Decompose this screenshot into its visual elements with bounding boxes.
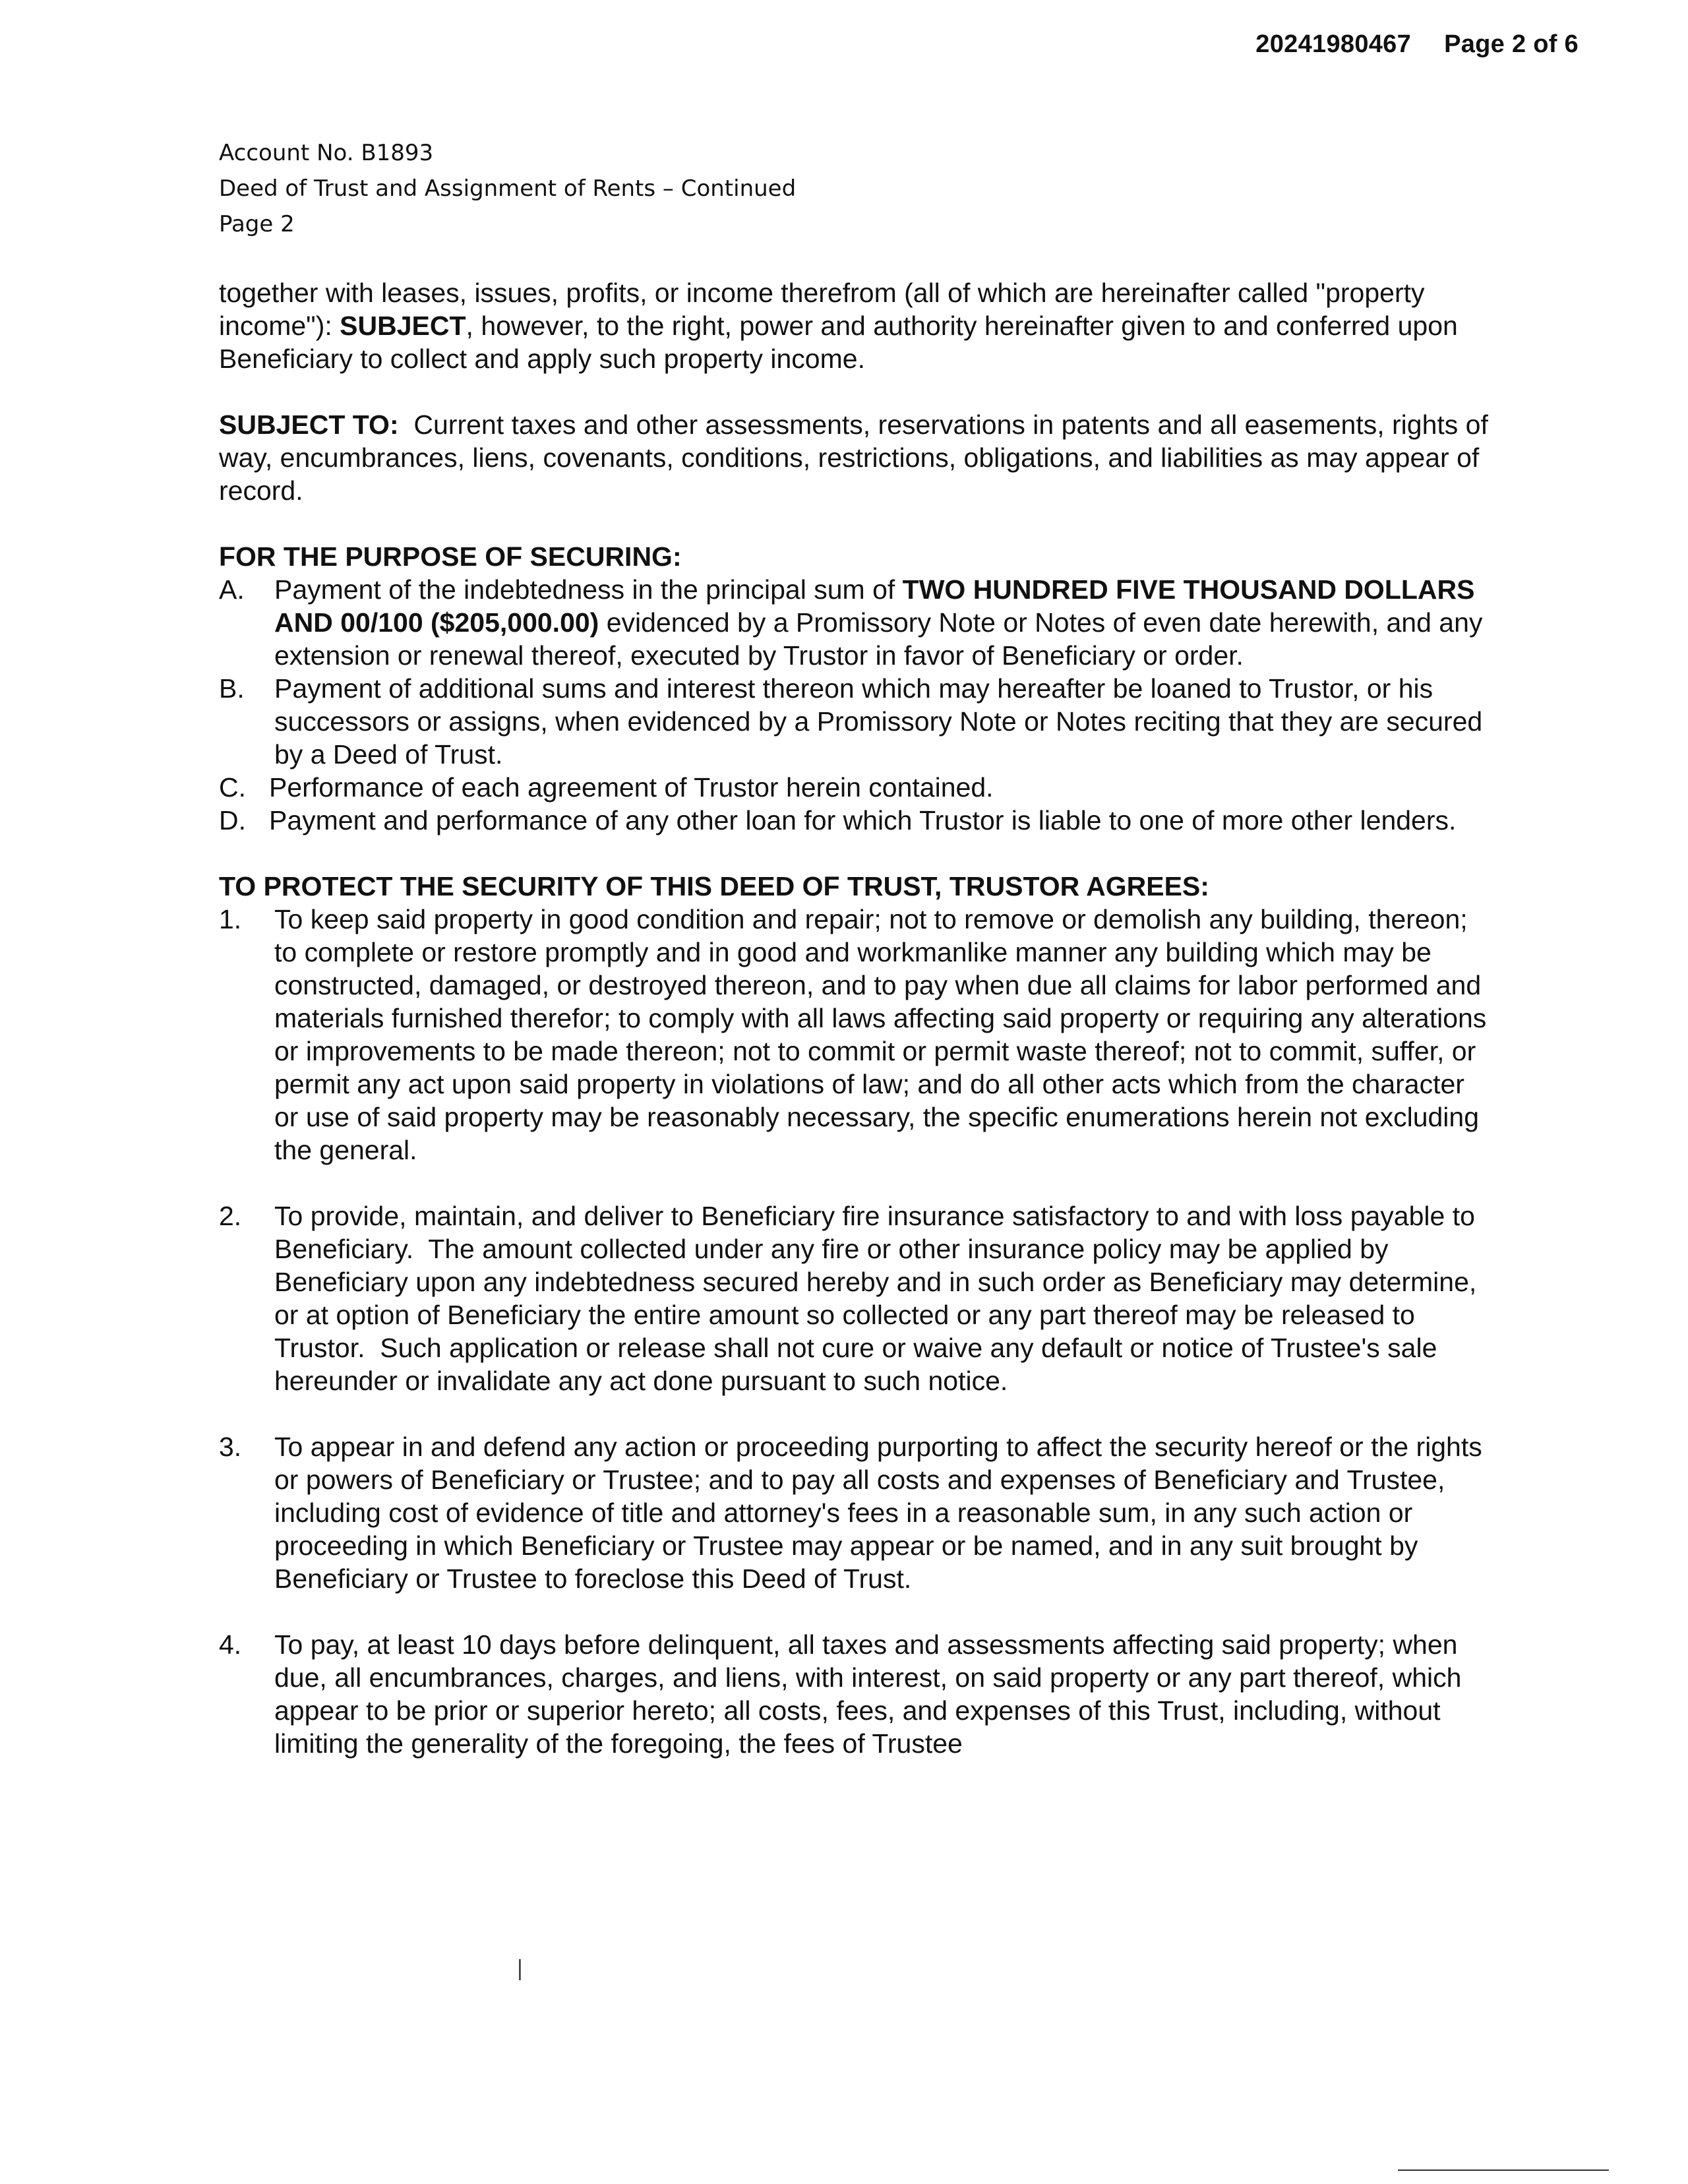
list-marker: C. bbox=[219, 772, 246, 803]
list-item-text: To provide, maintain, and deliver to Beneficiary fire insurance satisfactory to and with loss payable to Beneficiary. The amount collected under any fire or other insurance policy may be applied by Beneficiary upon any indebtedness secured hereby and in such order as Beneficiary may determine, or at option of Beneficiary the entire amount so collected or any part thereof may be released to Trustor. Such application or release shall not cure or waive any default or notice of Trustee's sale hereunder or invalidate any act done pursuant to such notice. bbox=[274, 1201, 1484, 1396]
list-item-text: Payment of the indebtedness in the principal sum of TWO HUNDRED FIVE THOUSAND DOLLARS AND 00/100 ($205,000.00) evidenced by a Promissory Note or Notes of even date herewith, and any extension or renewal thereof, executed by Trustor in favor of Beneficiary or order. bbox=[274, 574, 1483, 671]
purpose-item-c bbox=[219, 771, 1492, 804]
list-item-text: To pay, at least 10 days before delinquent, all taxes and assessments affecting said property; when due, all encumbrances, charges, and liens, with interest, on said property or any part thereof, which appear to be prior or superior hereto; all costs, fees, and expenses of this Trust, including, without limiting the generality of the foregoing, the fees of Trustee bbox=[274, 1629, 1462, 1759]
document-number: 20241980467 bbox=[1255, 30, 1412, 58]
list-marker: D. bbox=[219, 805, 246, 835]
page-indicator: Page 2 of 6 bbox=[1444, 30, 1579, 58]
principal-sum: TWO HUNDRED FIVE THOUSAND DOLLARS AND 00/100 ($205,000.00) bbox=[274, 574, 1475, 638]
scan-bottom-rule bbox=[1398, 2169, 1609, 2171]
protect-item-3 bbox=[219, 1430, 1492, 1595]
list-marker: B. bbox=[219, 673, 245, 704]
protect-item-4 bbox=[219, 1628, 1492, 1760]
scan-tick-mark: | bbox=[517, 1956, 523, 1981]
list-item-text: To appear in and defend any action or proceeding purporting to affect the security hereof or the rights or powers of Beneficiary or Trustee; and to pay all costs and expenses of Beneficiary and Trustee, including cost of evidence of title and attorney's fees in a reasonable sum, in any such action or proceeding in which Beneficiary or Trustee may appear or be named, and in any suit brought by Beneficiary or Trustee to foreclose this Deed of Trust. bbox=[274, 1432, 1482, 1594]
page-number: Page 2 bbox=[219, 211, 295, 237]
list-marker: 3. bbox=[219, 1432, 242, 1462]
protect-heading: TO PROTECT THE SECURITY OF THIS DEED OF TRUST, TRUSTOR AGREES: bbox=[219, 871, 1209, 901]
purpose-item-a bbox=[219, 573, 1492, 672]
protect-item-2 bbox=[219, 1199, 1492, 1397]
list-item-text: Payment and performance of any other loan for which Trustor is liable to one of more other lenders. bbox=[269, 805, 1457, 835]
page-header bbox=[1255, 30, 1579, 59]
document-body bbox=[219, 276, 1496, 1760]
intro-text: together with leases, issues, profits, or income therefrom (all of which are hereinafter called "property income"): bbox=[219, 278, 1425, 341]
purpose-heading: FOR THE PURPOSE OF SECURING: bbox=[219, 541, 682, 572]
list-item-text: Performance of each agreement of Trustor herein contained. bbox=[269, 772, 994, 803]
list-item-text: Payment of additional sums and interest thereon which may hereafter be loaned to Trustor, or his successors or assigns, when evidenced by a Promissory Note or Notes reciting that they are secured by a Deed of Trust. bbox=[274, 673, 1483, 770]
list-marker: 4. bbox=[219, 1629, 242, 1660]
account-number: Account No. B1893 bbox=[219, 140, 434, 166]
account-block bbox=[219, 135, 796, 242]
protect-item-1 bbox=[219, 903, 1492, 1167]
subject-to-paragraph bbox=[219, 408, 1496, 507]
list-marker: 2. bbox=[219, 1201, 242, 1231]
intro-subject-bold: SUBJECT bbox=[340, 311, 466, 341]
document-title: Deed of Trust and Assignment of Rents – Continued bbox=[219, 175, 797, 202]
purpose-item-d bbox=[219, 804, 1492, 837]
intro-text-continued: , however, to the right, power and authority hereinafter given to and conferred upon Beneficiary to collect and apply such property income. bbox=[219, 311, 1458, 374]
intro-paragraph bbox=[219, 276, 1492, 375]
subject-to-text: Current taxes and other assessments, reservations in patents and all easements, rights of way, encumbrances, liens, covenants, conditions, restrictions, obligations, and liabilities as may appear of record. bbox=[219, 410, 1496, 506]
list-item-text: To keep said property in good condition and repair; not to remove or demolish any building, thereon; to complete or restore promptly and in good and workmanlike manner any building which may be constructed, damaged, or destroyed thereon, and to pay when due all claims for labor performed and materials furnished therefor; to comply with all laws affecting said property or requiring any alterations or improvements to be made thereon; not to commit or permit waste thereof; not to commit, suffer, or permit any act upon said property in violations of law; and do all other acts which from the character or use of said property may be reasonably necessary, the specific enumerations herein not excluding the general. bbox=[274, 904, 1487, 1165]
purpose-item-b bbox=[219, 672, 1492, 771]
list-marker: 1. bbox=[219, 904, 242, 934]
list-marker: A. bbox=[219, 574, 245, 605]
subject-to-label: SUBJECT TO: bbox=[219, 410, 399, 440]
